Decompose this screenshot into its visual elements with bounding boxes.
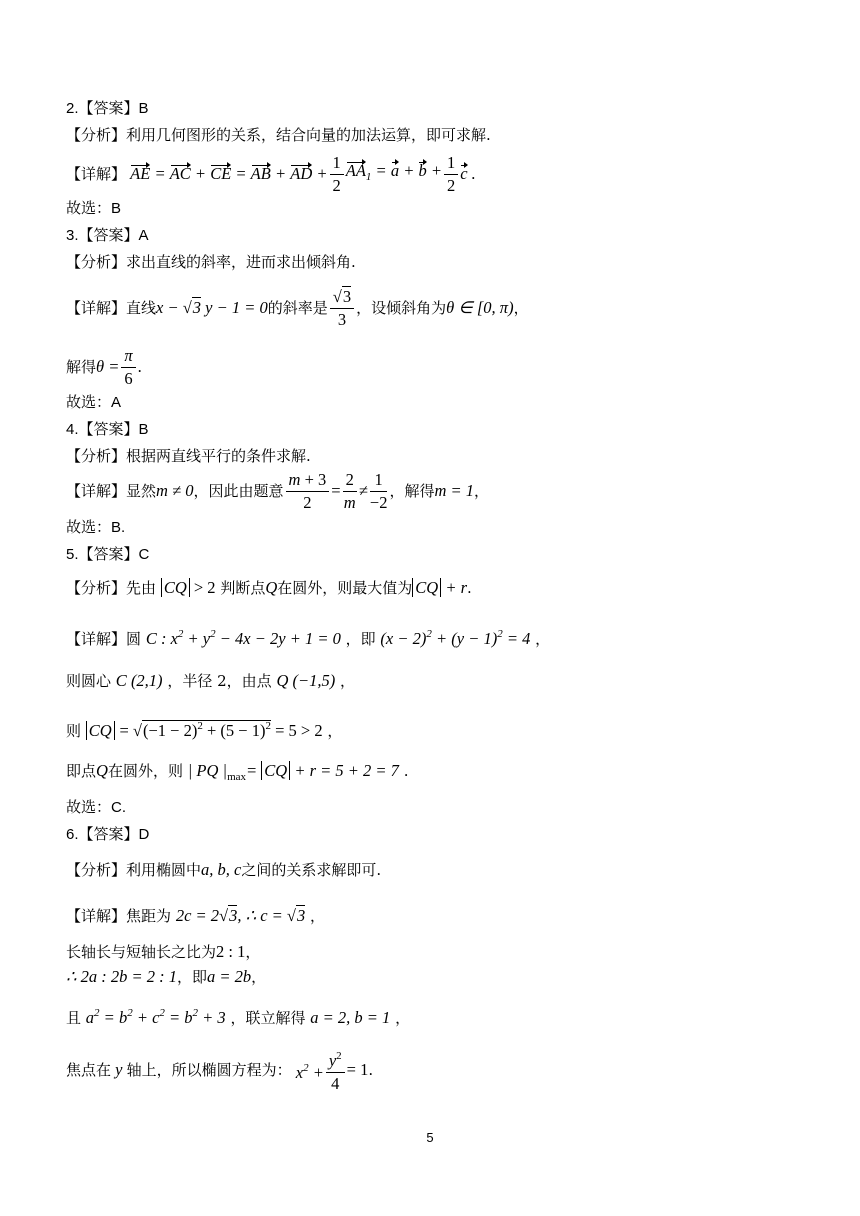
item-3-answer-line — [66, 225, 149, 246]
detail-text: 焦距为 — [126, 907, 172, 925]
therefore-end: ， — [251, 968, 267, 986]
fraction-one-half: $\frac{1}{2}$ — [330, 152, 344, 197]
analysis-tag: 【分析】 — [66, 579, 127, 597]
center-text: 则圆心 — [66, 672, 112, 690]
detail-tag: 【详解】 — [66, 907, 127, 925]
outside-text: 即点 — [66, 762, 97, 780]
outside-text: 在圆外，则 — [107, 762, 183, 780]
analysis-text: 利用椭圆中 — [126, 861, 202, 879]
answer-tag: 【答案】 — [78, 825, 139, 843]
and-text: 且 — [66, 1009, 82, 1027]
point-q-coords: Q (−1,5) — [276, 671, 336, 690]
equals-one: = 1 — [346, 1060, 369, 1079]
item-3-analysis-line — [66, 252, 356, 272]
ratio-text: 长轴长与短轴长之比为 — [66, 943, 217, 961]
focus-text: 轴上，所以椭圆方程为： — [126, 1061, 292, 1079]
therefore-text: ，即 — [177, 968, 208, 986]
period: . — [137, 357, 142, 376]
answer-tag: 【答案】 — [78, 420, 139, 438]
fraction-2-over-m: $\frac{2}{m}$ — [343, 469, 356, 512]
item-4-detail-line — [66, 468, 489, 514]
choose-text: 故选：B. — [66, 519, 126, 536]
then-end: ， — [327, 722, 343, 740]
item-5-analysis-line — [66, 578, 472, 598]
analysis-tag: 【分析】 — [66, 861, 127, 879]
vector-equation: AE = AC + CE = AB + AD + — [130, 164, 328, 183]
plus-r: + r — [441, 578, 468, 597]
item-5-answer-line — [66, 544, 149, 565]
item-2-detail-line — [66, 152, 476, 196]
ellipse-equation: $x^2$ + — [291, 1061, 324, 1082]
detail-tag: 【详解】 — [66, 299, 127, 317]
answer-tag: 【答案】 — [78, 545, 139, 563]
item-number: 3. — [66, 227, 79, 244]
theta-symbol: θ = — [96, 357, 120, 376]
angle-range: θ ∈ [0, π) — [446, 298, 514, 317]
ab-values: a = 2, b = 1 — [310, 1008, 391, 1027]
center-text: ，半径 2，由点 — [167, 672, 272, 690]
fraction-m-plus-3-over-2: $\frac{m + 3}{2}$ — [286, 469, 330, 514]
answer-value: B — [138, 100, 149, 117]
outside-end: . — [403, 762, 409, 780]
detail-text: ， — [535, 630, 551, 648]
analysis-text: 求出直线的斜率，进而求出倾斜角. — [126, 253, 356, 271]
equals: = — [331, 481, 341, 500]
answer-value: D — [138, 826, 150, 843]
item-5-choose-line — [66, 797, 126, 818]
answer-value: A — [138, 227, 149, 244]
detail-text: ， — [310, 907, 326, 925]
analysis-text: 之间的关系求解即可. — [241, 861, 382, 879]
then-text: 则 — [66, 722, 82, 740]
focal-distance: 2c = 2√3, ∴ c = √3 — [175, 906, 306, 925]
analysis-text: 利用几何图形的关系，结合向量的加法运算，即可求解. — [126, 126, 491, 144]
item-5-outside-line — [66, 761, 409, 787]
item-3-detail-line — [66, 284, 529, 332]
analysis-text: . — [467, 579, 472, 597]
fraction-one-half-2: $\frac{1}{2}$ — [444, 152, 458, 197]
item-5-distance-line — [66, 716, 342, 741]
item-number: 5. — [66, 546, 79, 563]
fraction-sqrt3-over-3: $\frac{√3}{3}$ — [330, 286, 354, 331]
detail-tag: 【详解】 — [66, 630, 127, 648]
distance-formula: = $√(-1 - 2)^2 + (5 - 1)^2 = 5 > 2$ — [119, 720, 323, 740]
detail-tag: 【详解】 — [66, 165, 127, 183]
detail-text: ，解得 — [389, 482, 435, 500]
not-equal: ≠ — [358, 481, 368, 500]
item-5-center-line — [66, 671, 355, 691]
line-equation: x − √3 y − 1 = 0 — [156, 298, 268, 317]
item-6-and-line — [66, 1003, 410, 1028]
detail-text: 显然 — [126, 482, 157, 500]
circle-equation: C : $x^2 + y^2 - 4x - 2y + 1 = 0$ — [145, 628, 341, 648]
analysis-tag: 【分析】 — [66, 126, 127, 144]
item-number: 4. — [66, 421, 79, 438]
answer-tag: 【答案】 — [78, 99, 139, 117]
item-2-analysis-line — [66, 125, 491, 145]
and-end: ， — [395, 1009, 411, 1027]
pq-max-equation: | PQ $|_{max}=$ CQ + r = 5 + 2 = 7 — [187, 761, 399, 783]
item-2-choose-line — [66, 198, 121, 219]
solve-text: 解得 — [66, 358, 97, 376]
y-axis-var: y — [111, 1060, 127, 1079]
analysis-text: 先由 — [126, 579, 157, 597]
answer-tag: 【答案】 — [78, 226, 139, 244]
detail-text: 的斜率是 — [267, 299, 328, 317]
vector-equation-tail: $AA_1 = a + b$ + — [345, 161, 442, 183]
and-text: ，联立解得 — [230, 1009, 306, 1027]
detail-tag: 【详解】 — [66, 482, 127, 500]
page-number: 5 — [426, 1130, 434, 1145]
item-4-analysis-line — [66, 446, 311, 466]
detail-text: 直线 — [126, 299, 157, 317]
fraction-1-over-minus-2: $\frac{1}{-2}$ — [369, 469, 388, 512]
answer-value: C — [138, 546, 150, 563]
ratio-value: 2 : 1 — [216, 942, 246, 961]
detail-text: ，因此由题意 — [193, 482, 284, 500]
vector-c: c . — [460, 164, 476, 183]
choose-text: 故选：A — [66, 394, 122, 411]
circle-center: C (2,1) — [115, 671, 163, 690]
circle-standard-form: $(x - 2)^2 + (y - 1)^2 = 4$ — [380, 628, 531, 648]
choose-text: 故选：C. — [66, 799, 127, 816]
m-not-zero: m ≠ 0 — [156, 481, 194, 500]
item-2-answer-line — [66, 98, 149, 119]
focus-end: . — [368, 1061, 374, 1079]
detail-text: 圆 — [126, 630, 142, 648]
fraction-y2-over-4: $\frac{y^2}{4}$ — [326, 1045, 345, 1095]
point-q: Q — [96, 761, 108, 780]
analysis-tag: 【分析】 — [66, 253, 127, 271]
point-q: Q — [265, 578, 278, 597]
analysis-tag: 【分析】 — [66, 447, 127, 465]
detail-text: ，即 — [345, 630, 376, 648]
analysis-text: 根据两直线平行的条件求解. — [126, 447, 311, 465]
analysis-text: 判断点 — [220, 579, 266, 597]
detail-text: ， — [513, 299, 529, 317]
item-6-therefore-line — [66, 967, 266, 987]
detail-text: ， — [474, 482, 490, 500]
abs-cq: CQ — [86, 721, 115, 740]
item-3-solve-line — [66, 344, 142, 390]
item-4-answer-line — [66, 419, 149, 440]
fraction-pi-over-6: $\frac{\pi}{6}$ — [121, 345, 135, 390]
abs-cq: CQ — [161, 578, 190, 597]
center-text: ， — [340, 672, 356, 690]
gt-2: > 2 — [189, 578, 216, 597]
item-6-ratio-line — [66, 942, 260, 962]
item-4-choose-line — [66, 517, 125, 538]
detail-text: ，设倾斜角为 — [356, 299, 447, 317]
item-number: 6. — [66, 826, 79, 843]
item-5-detail-line — [66, 624, 550, 649]
choose-text: 故选：B — [66, 200, 122, 217]
abc-relation: $a^2 = b^2 + c^2 = b^2 + 3$ — [85, 1007, 226, 1027]
item-3-choose-line — [66, 392, 121, 413]
a-equals-2b: a = 2b — [207, 967, 252, 986]
item-6-answer-line — [66, 824, 149, 845]
m-equals-1: m = 1 — [434, 481, 475, 500]
item-6-focus-line — [66, 1044, 373, 1096]
item-6-detail-line — [66, 906, 325, 926]
item-6-analysis-line — [66, 860, 381, 880]
ratio-end: ， — [245, 943, 261, 961]
focus-text: 焦点在 — [66, 1061, 112, 1079]
analysis-text: 在圆外，则最大值为 — [277, 579, 413, 597]
abs-cq: CQ — [412, 578, 441, 597]
abc-vars: a, b, c — [201, 860, 242, 879]
answer-value: B — [138, 421, 149, 438]
therefore-equation: ∴ 2a : 2b = 2 : 1 — [66, 967, 178, 986]
item-number: 2. — [66, 100, 79, 117]
